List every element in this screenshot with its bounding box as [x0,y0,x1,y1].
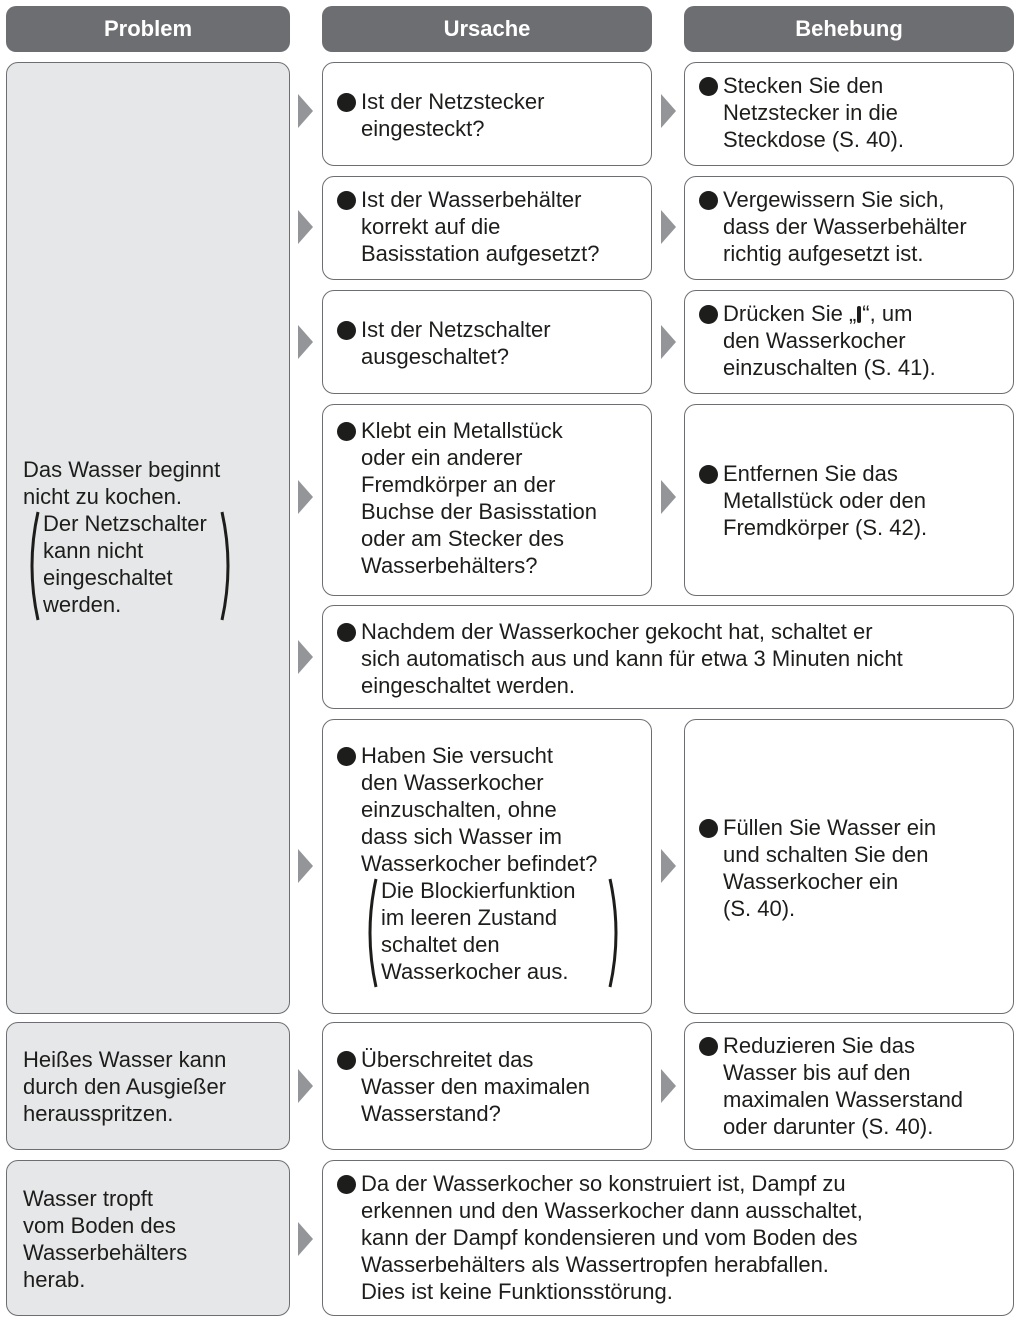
problem-note [23,510,283,618]
cause-line: Wasser den maximalen [361,1074,591,1099]
arrow-right-icon [298,640,313,674]
arrow-right-icon [661,325,676,359]
problem-line: Wasserbehälters [23,1240,188,1265]
cause-line: Basisstation aufgesetzt? [361,241,600,266]
problem-line: Heißes Wasser kann [23,1047,227,1072]
arrow-right-icon [298,1222,313,1256]
remedy-line: Wasserkocher ein [723,869,899,894]
header-cause-label: Ursache [443,16,531,41]
cause-line: Wasserkocher befindet? [361,851,598,876]
cause-line: oder ein anderer [361,445,523,470]
remedy-line: dass der Wasserbehälter [723,214,967,239]
cause-line: Wasserbehälters? [361,553,538,578]
remedy-line: Metallstück oder den [723,488,926,513]
remedy-line: den Wasserkocher [723,328,906,353]
arrow-right-icon [298,1069,313,1103]
combined-line: sich automatisch aus und kann für etwa 3 Minuten nicht [361,646,903,671]
remedy-line: Füllen Sie Wasser ein [723,815,937,840]
remedy-line: maximalen Wasserstand [723,1087,964,1112]
cause-line: Fremdkörper an der [361,472,556,497]
arrow-right-icon [298,325,313,359]
arrow-right-icon [298,94,313,128]
remedy-line: oder darunter (S. 40). [723,1114,934,1139]
combined-line: Da der Wasserkocher so konstruiert ist, Dampf zu [361,1171,846,1196]
remedy-box [684,1022,1014,1150]
cause-line: Haben Sie versucht [361,743,553,768]
cause-line: den Wasserkocher [361,770,544,795]
remedy-line: Steckdose (S. 40). [723,127,904,152]
arrow-right-icon [298,480,313,514]
remedy-line-with-symbol [723,300,1020,327]
note-line: werden. [43,592,122,617]
note-line: im leeren Zustand [381,905,558,930]
arrow-right-icon [661,210,676,244]
right-parenthesis-icon [219,510,237,622]
header-remedy [684,6,1014,52]
remedy-line: (S. 40). [723,896,796,921]
problem-line: herab. [23,1267,86,1292]
cause-line: Ist der Wasserbehälter [361,187,582,212]
cause-box [322,62,652,166]
header-problem [6,6,290,52]
problem-line: durch den Ausgießer [23,1074,227,1099]
cause-line: Ist der Netzstecker [361,89,545,114]
combined-line: kann der Dampf kondensieren und vom Boden des [361,1225,858,1250]
note-line: kann nicht [43,538,144,563]
combined-line: Nachdem der Wasserkocher gekocht hat, schaltet er [361,619,873,644]
combined-line: eingeschaltet werden. [361,673,576,698]
remedy-line: und schalten Sie den [723,842,929,867]
header-cause [322,6,652,52]
cause-line: Überschreitet das [361,1047,534,1072]
combined-line: Wasserbehälters als Wassertropfen herabfallen. [361,1252,829,1277]
cause-box [322,176,652,280]
remedy-line: Vergewissern Sie sich, [723,187,945,212]
problem-box-water-drips [6,1160,290,1316]
arrow-right-icon [661,94,676,128]
arrow-right-icon [298,210,313,244]
cause-line: Buchse der Basisstation [361,499,598,524]
remedy-line: Stecken Sie den [723,73,884,98]
cause-box [322,1022,652,1150]
remedy-line: Entfernen Sie das [723,461,898,486]
problem-box-hot-water-spurts [6,1022,290,1150]
cause-line: oder am Stecker des [361,526,564,551]
arrow-right-icon [661,1069,676,1103]
remedy-box [684,404,1014,596]
remedy-prefix: Drücken Sie „ [723,301,857,326]
remedy-box [684,176,1014,280]
note-line: Wasserkocher aus. [381,959,569,984]
cause-line: Wasserstand? [361,1101,501,1126]
left-parenthesis-icon [361,877,379,989]
remedy-line: einzuschalten (S. 41). [723,355,936,380]
remedy-box [684,290,1014,394]
remedy-box [684,62,1014,166]
problem-line: herausspritzen. [23,1101,174,1126]
problem-box-not-boiling [6,62,290,1014]
cause-line: dass sich Wasser im [361,824,562,849]
remedy-line: Reduzieren Sie das [723,1033,916,1058]
cause-note [361,877,665,985]
remedy-suffix: “, um [862,301,913,326]
problem-line: vom Boden des [23,1213,176,1238]
left-parenthesis-icon [23,510,41,622]
remedy-line: Wasser bis auf den [723,1060,911,1085]
remedy-line: richtig aufgesetzt ist. [723,241,924,266]
remedy-box [684,719,1014,1014]
header-problem-label: Problem [103,16,193,41]
combined-line: erkennen und den Wasserkocher dann ausschaltet, [361,1198,863,1223]
note-line: eingeschaltet [43,565,173,590]
combined-line: Dies ist keine Funktionsstörung. [361,1279,673,1304]
problem-line: Das Wasser beginnt [23,457,221,482]
combined-cause-remedy-box [322,605,1014,709]
note-line: Der Netzschalter [43,511,207,536]
combined-cause-remedy-box [322,1160,1014,1316]
problem-line: nicht zu kochen. [23,484,182,509]
note-line: Die Blockierfunktion [381,878,576,903]
cause-line: Klebt ein Metallstück [361,418,563,443]
header-remedy-label: Behebung [795,16,903,41]
arrow-right-icon [661,849,676,883]
right-parenthesis-icon [607,877,625,989]
cause-line: einzuschalten, ohne [361,797,557,822]
power-on-symbol-icon [857,306,861,323]
problem-line: Wasser tropft [23,1186,153,1211]
cause-box [322,290,652,394]
arrow-right-icon [298,849,313,883]
cause-line: korrekt auf die [361,214,501,239]
cause-line: Ist der Netzschalter [361,317,551,342]
remedy-line: Fremdkörper (S. 42). [723,515,928,540]
note-line: schaltet den [381,932,500,957]
cause-box [322,404,652,596]
cause-line: eingesteckt? [361,116,485,141]
cause-box [322,719,652,1014]
cause-line: ausgeschaltet? [361,344,509,369]
problem-text [23,456,283,618]
remedy-line: Netzstecker in die [723,100,898,125]
arrow-right-icon [661,480,676,514]
